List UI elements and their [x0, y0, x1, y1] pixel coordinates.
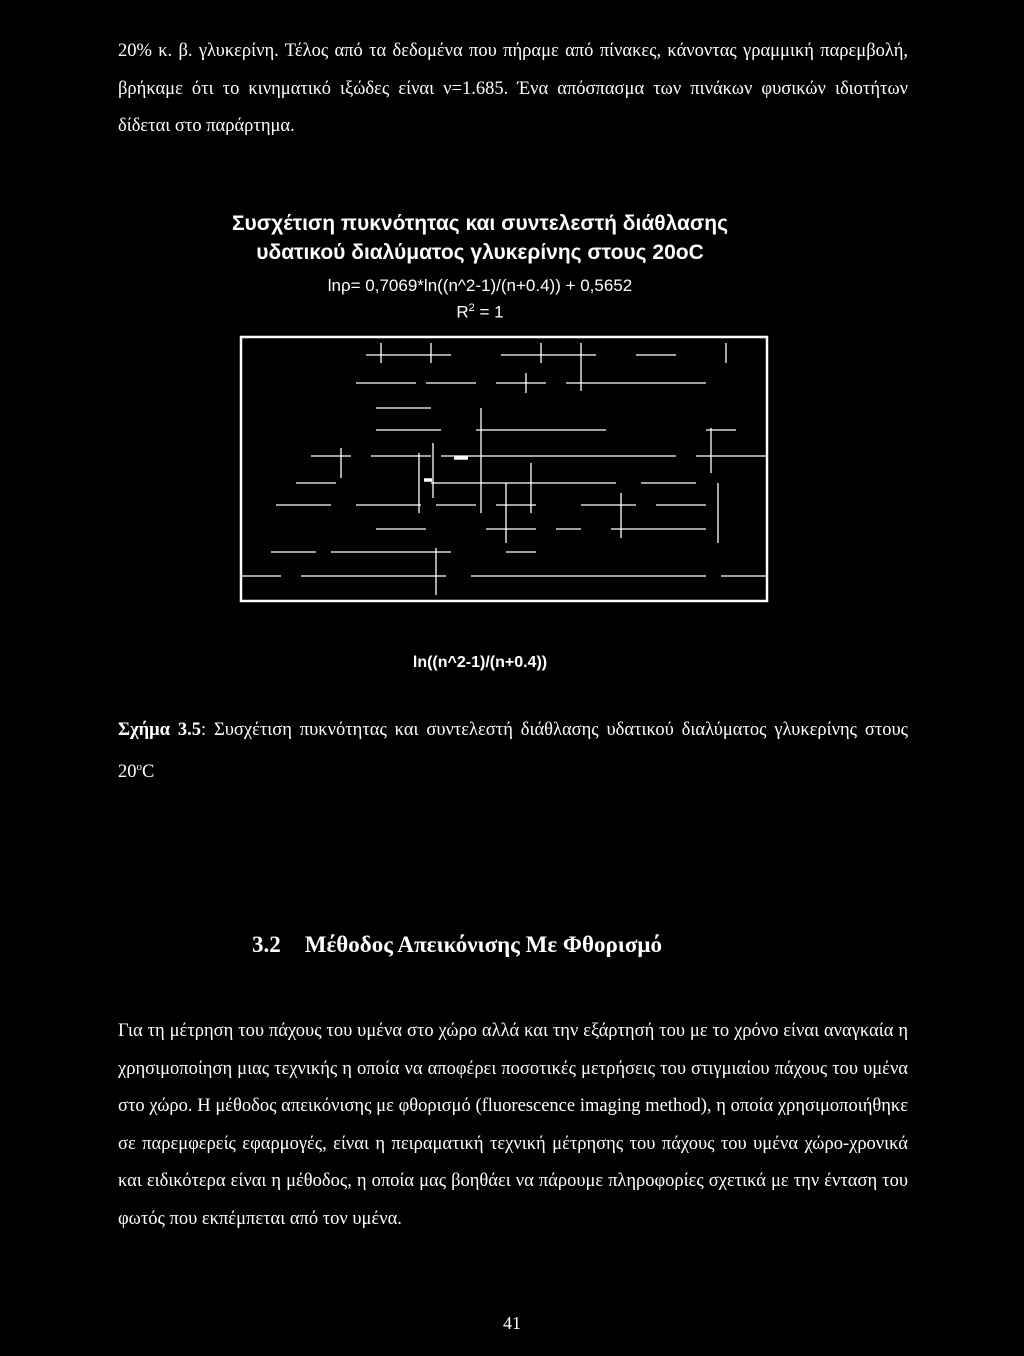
trend-dashes	[424, 458, 468, 480]
r2-value: = 1	[474, 302, 504, 322]
section-title: Μέθοδος Απεικόνισης Με Φθορισμό	[304, 932, 662, 957]
caption-text: : Συσχέτιση πυκνότητας και συντελεστή διάθλασης υδατικού διαλύματος γλυκερίνης στους 20	[118, 720, 909, 783]
caption-unit: C	[142, 762, 155, 783]
r2-exponent: 2	[468, 302, 475, 314]
section-number: 3.2	[252, 932, 281, 957]
caption-label: Σχήμα 3.5	[118, 720, 201, 740]
gridlines	[241, 343, 767, 595]
chart-r-squared	[180, 302, 780, 323]
page-number: 41	[503, 1313, 521, 1333]
section-heading	[252, 932, 662, 958]
chart-title-line2: υδατικού διαλύματος γλυκερίνης στους 20oC	[256, 241, 704, 264]
chart-equation: lnρ= 0,7069*ln((n^2-1)/(n+0.4)) + 0,5652	[327, 276, 633, 295]
figure-caption	[118, 712, 908, 791]
body-paragraph: Για τη μέτρηση του πάχους του υμένα στο χώρο αλλά και την εξάρτησή του με το χρόνο είναι αναγκαία η χρησιμοποίηση μιας τεχνικής η οποία να αποφέρει ποσοτικές μετρήσεις του στιγμιαίου πάχους του υμένα στο χώρο. Η μέθοδος απεικόνισης με φθορισμό (fluorescence imaging method), η οποία χρησιμοποιήθηκε σε παρεμφερείς εφαρμογές, είναι η πειραματική τεχνική μέτρησης του πάχους του υμένα χώρο-χρονικά και ειδικότερα είναι η μέθοδος, η οποία μας βοηθάει να πάρουμε πληροφορίες σχετικά με την ένταση του φωτός που εκπέμπεται από τον υμένα.	[118, 1021, 908, 1229]
chart-plot-area	[236, 333, 772, 605]
chart-title-line1: Συσχέτιση πυκνότητας και συντελεστή διάθλασης	[231, 212, 729, 235]
intro-paragraph: 20% κ. β. γλυκερίνη. Τέλος από τα δεδομένα που πήραμε από πίνακες, κάνοντας γραμμική παρεμβολή, βρήκαμε ότι το κινηματικό ιξώδες είναι ν=1.685. Ένα απόσπασμα των πινάκων φυσικών ιδιοτήτων δίδεται στο παράρτημα.	[118, 41, 908, 136]
caption-degree: ο	[136, 761, 142, 773]
x-axis-label: ln((n^2-1)/(n+0.4))	[412, 654, 548, 671]
plot-frame	[241, 337, 767, 601]
r2-base: R	[456, 302, 469, 322]
